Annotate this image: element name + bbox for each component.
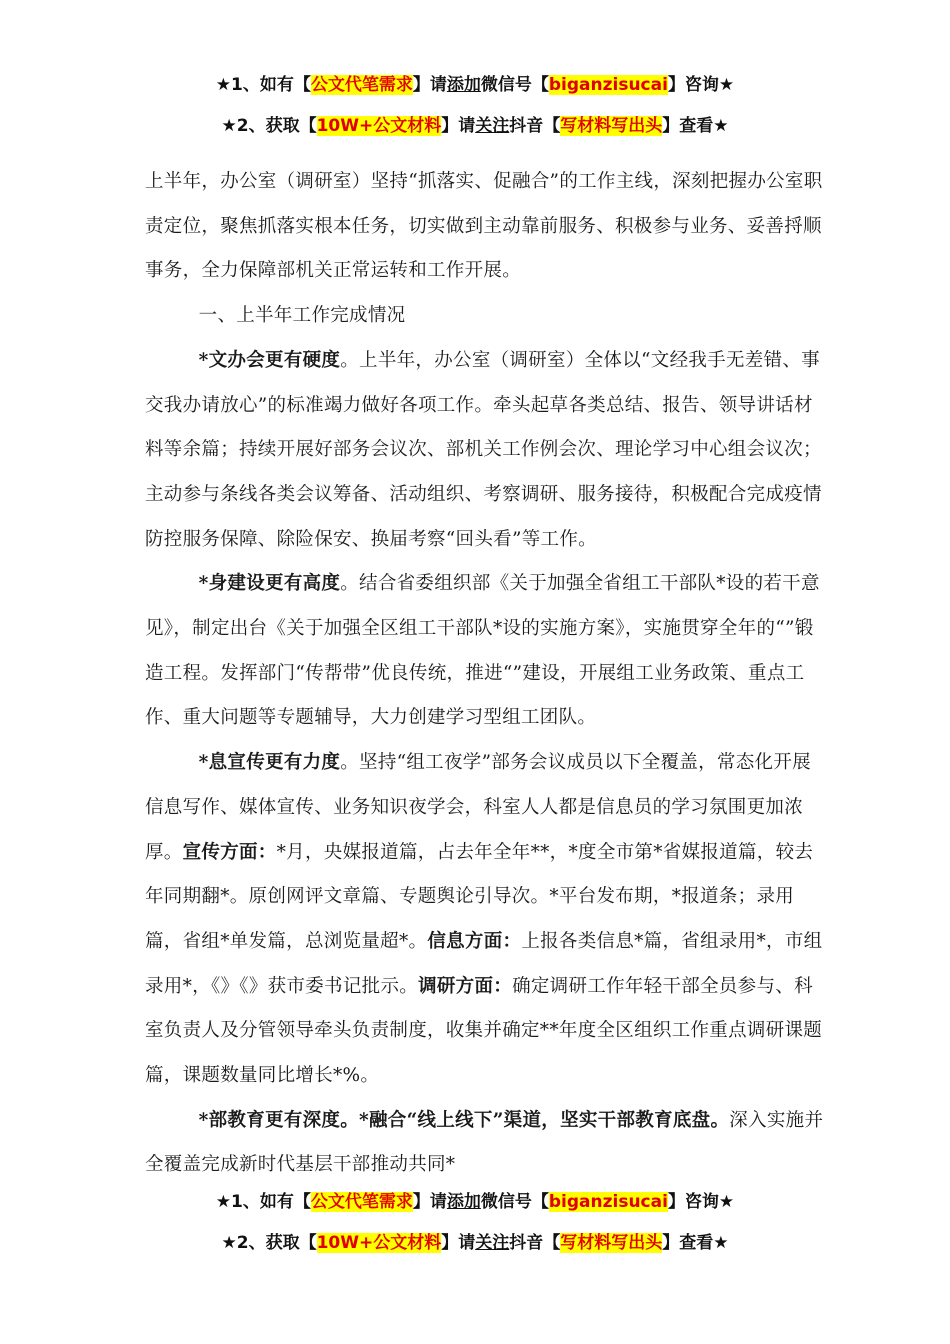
top-banner-line-2	[0, 111, 950, 136]
banner-text: 】咨询★	[667, 75, 735, 95]
banner-text: ★2、获取【	[221, 1233, 317, 1253]
paragraph-team-building	[145, 562, 825, 741]
banner-douyin-id: 写材料写出头	[560, 1233, 663, 1253]
banner-text: 】请	[441, 116, 476, 136]
banner-highlight: 10W+公文材料	[316, 116, 442, 136]
paragraph-lead: *息宣传更有力度	[198, 752, 341, 774]
paragraph-text: *月，央媒报道篇，占去年全年**，*度全市第*省媒报道篇，较去年同期翻*。原创网评文章篇、专题舆论引导次。*平台发布期，*报道条；录用篇，省组*单发篇，总浏览量超*。	[145, 841, 814, 952]
banner-wechat-id: biganzisucai	[548, 75, 668, 95]
banner-text: 】请	[412, 1192, 447, 1212]
banner-underline: 关注	[475, 1233, 510, 1253]
banner-text: 】咨询★	[667, 1192, 735, 1212]
subheading-publicity: 宣传方面：	[182, 841, 277, 863]
bottom-banner-line-1	[0, 1187, 950, 1212]
banner-underline: 关注	[475, 116, 510, 136]
paragraph-document-meetings	[145, 339, 825, 563]
banner-text: 抖音【	[509, 116, 561, 136]
paragraph-text: 。结合省委组织部《关于加强全省组工干部队*设的若干意见》，制定出台《关于加强全区组工干部队*设的实施方案》，实施贯穿全年的“”锻造工程。发挥部门“传帮带”优良传统，推进“”建设，开展组工业务政策、重点工作、重大问题等专题辅导，大力创建学习型组工团队。	[145, 573, 820, 729]
banner-text: ★1、如有【	[215, 75, 311, 95]
banner-wechat-id: biganzisucai	[548, 1192, 668, 1212]
banner-douyin-id: 写材料写出头	[560, 116, 663, 136]
section-heading: 一、上半年工作完成情况	[198, 305, 406, 327]
banner-text: 抖音【	[509, 1233, 561, 1253]
banner-text: 】查看★	[662, 116, 729, 136]
top-banner-line-1	[0, 70, 950, 95]
banner-underline: 添加	[446, 1192, 481, 1212]
banner-text: 】请	[441, 1233, 476, 1253]
banner-text: 】请	[412, 75, 447, 95]
banner-text: ★1、如有【	[215, 1192, 311, 1212]
intro-paragraph: 上半年，办公室（调研室）坚持“抓落实、促融合”的工作主线，深刻把握办公室职责定位，聚焦抓落实根本任务，切实做到主动靠前服务、积极参与业务、妥善捋顺事务，全力保障部机关正常运转和工作开展。	[145, 171, 823, 282]
paragraph-text: 深入实施并全覆盖完成新时代基层干部推动共同*	[145, 1109, 824, 1176]
paragraph-text: 。上半年，办公室（调研室）全体以“文经我手无差错、事交我办请放心”的标准竭力做好各项工作。牵头起草各类总结、报告、领导讲话材料等余篇；持续开展好部务会议次、部机关工作例会次、理论学习中心组会议次；主动参与条线各类会议筹备、活动组织、考察调研、服务接待，积极配合完成疫情防控服务保障、除险保安、换届考察“回头看”等工作。	[145, 349, 822, 550]
paragraph-information-publicity	[145, 741, 825, 1099]
banner-highlight: 公文代笔需求	[310, 1192, 413, 1212]
paragraph-text: 。坚持“组工夜学”部务会议成员以下全覆盖，常态化开展信息写作、媒体宣传、业务知识夜学会，科室人人都是信息员的学习氛围更加浓厚。	[145, 752, 811, 863]
subheading-information: 信息方面：	[427, 930, 522, 952]
paragraph-lead: *部教育更有深度。*融合“线上线下”渠道，坚实干部教育底盘。	[198, 1109, 730, 1131]
bottom-banner-line-2	[0, 1228, 950, 1253]
banner-highlight: 10W+公文材料	[316, 1233, 442, 1253]
paragraph-cadre-education	[145, 1099, 825, 1188]
banner-text: 】查看★	[662, 1233, 729, 1253]
banner-highlight: 公文代笔需求	[310, 75, 413, 95]
document-body	[145, 160, 825, 1188]
paragraph-lead: *身建设更有高度	[198, 573, 341, 595]
banner-text: ★2、获取【	[221, 116, 317, 136]
paragraph-text: 确定调研工作年轻干部全员参与、科室负责人及分管领导牵头负责制度，收集并确定**年度全区组织工作重点调研课题篇，课题数量同比增长*%。	[145, 975, 823, 1087]
subheading-research: 调研方面：	[418, 975, 513, 997]
banner-underline: 添加	[446, 75, 481, 95]
banner-text: 微信号【	[480, 75, 549, 95]
paragraph-lead: *文办会更有硬度	[198, 349, 341, 371]
banner-text: 微信号【	[480, 1192, 549, 1212]
paragraph-text: 上报各类信息*篇，省组录用*，市组录用*，《》《》获市委书记批示。	[145, 930, 823, 997]
